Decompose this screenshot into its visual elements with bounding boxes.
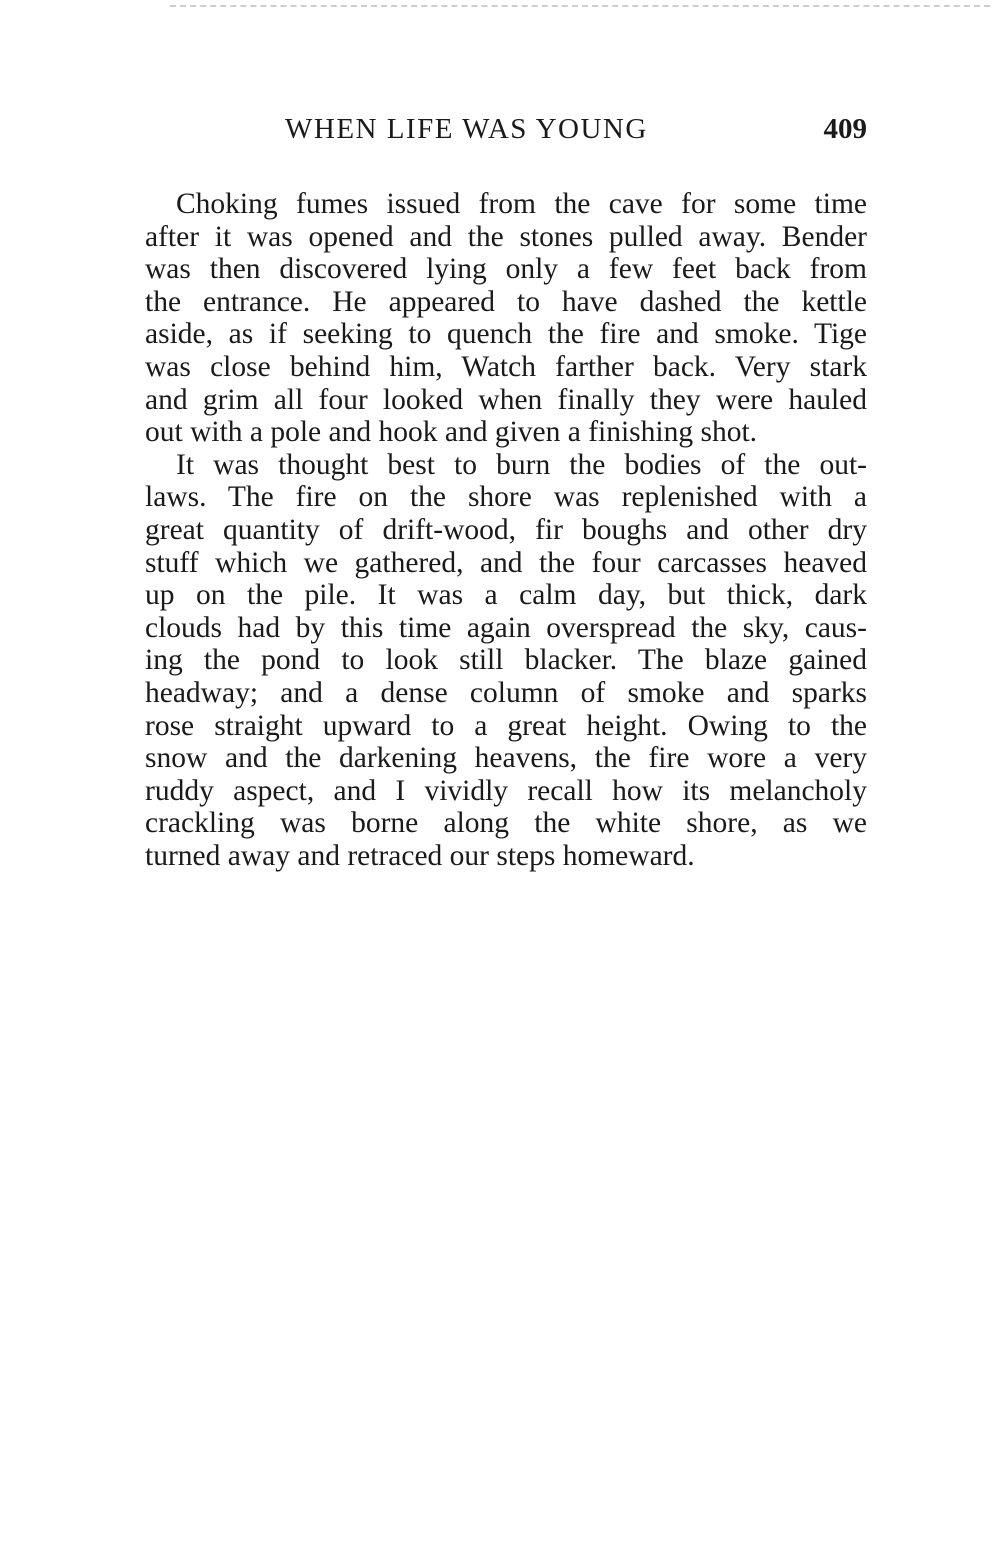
text-line: crackling was borne along the white shore, as we bbox=[145, 807, 867, 840]
body-text bbox=[145, 188, 867, 872]
running-head bbox=[145, 113, 867, 157]
text-line: It was thought best to burn the bodies of the out- bbox=[176, 448, 867, 481]
text-line: headway; and a dense column of smoke and sparks bbox=[145, 676, 867, 709]
text-line: was close behind him, Watch farther back. Very stark bbox=[145, 350, 867, 383]
text-line: after it was opened and the stones pulled away. Bender bbox=[145, 220, 867, 253]
scan-edge-artifact bbox=[170, 5, 990, 7]
text-line: out with a pole and hook and given a finishing shot. bbox=[145, 416, 758, 449]
page-number: 409 bbox=[823, 113, 867, 145]
paragraph-2 bbox=[145, 449, 867, 873]
text-line: Choking fumes issued from the cave for some time bbox=[176, 188, 867, 220]
text-line: great quantity of drift-wood, fir boughs and other dry bbox=[145, 513, 867, 546]
text-line: clouds had by this time again overspread the sky, caus- bbox=[145, 611, 867, 644]
text-line: was then discovered lying only a few feet back from bbox=[145, 253, 867, 286]
text-line: laws. The fire on the shore was replenished with a bbox=[145, 481, 867, 514]
text-line: and grim all four looked when finally they were hauled bbox=[145, 383, 867, 416]
running-title: WHEN LIFE WAS YOUNG bbox=[285, 113, 648, 145]
text-line: snow and the darkening heavens, the fire wore a very bbox=[145, 742, 867, 775]
text-line: rose straight upward to a great height. Owing to the bbox=[145, 709, 867, 742]
text-line: the entrance. He appeared to have dashed the kettle bbox=[145, 285, 867, 318]
text-line: aside, as if seeking to quench the fire and smoke. Tige bbox=[145, 318, 867, 351]
text-line: ing the pond to look still blacker. The blaze gained bbox=[145, 644, 867, 677]
paragraph-1 bbox=[145, 188, 867, 449]
text-line: up on the pile. It was a calm day, but thick, dark bbox=[145, 579, 867, 612]
text-line: ruddy aspect, and I vividly recall how its melancholy bbox=[145, 774, 867, 807]
text-line: stuff which we gathered, and the four carcasses heaved bbox=[145, 546, 867, 579]
text-line: turned away and retraced our steps homeward. bbox=[145, 839, 695, 872]
